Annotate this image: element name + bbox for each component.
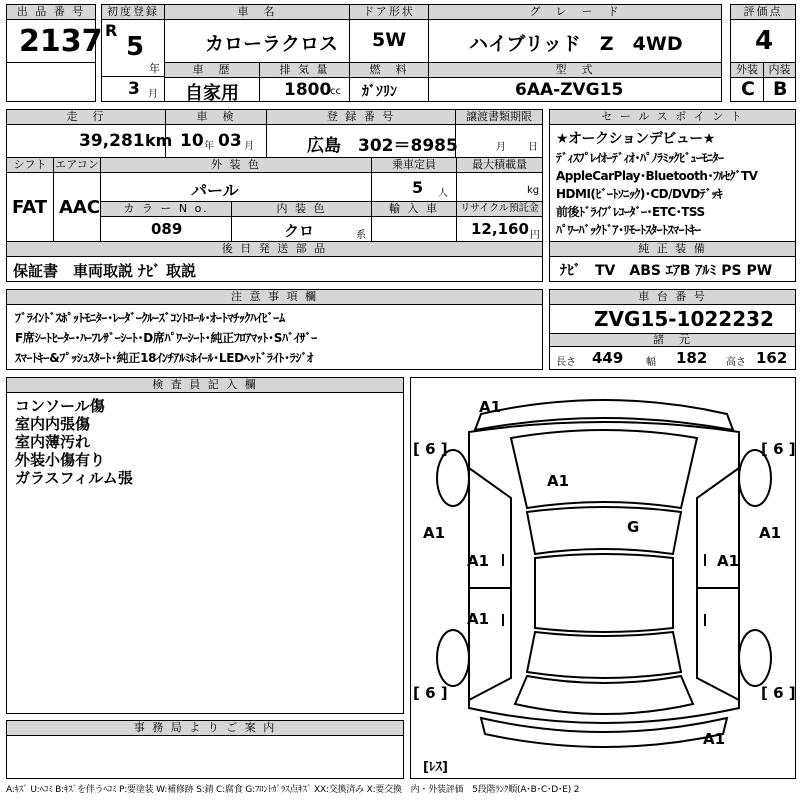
mark-roof: G — [627, 518, 640, 536]
dimensions-label: 諸 元 — [549, 333, 796, 347]
inspection-date: 10 年 03 月 — [165, 124, 267, 158]
recycle-fee: 12,160 円 — [456, 216, 543, 242]
sales-point-line: HDMI(ﾋﾞｰﾄｿﾆｯｸ)･CD/DVDﾃﾞｯｷ — [556, 187, 723, 201]
mark-hood: A1 — [547, 472, 570, 490]
legend-text: A:ｷｽﾞ U:ﾍｺﾐ B:ｷｽﾞを伴うﾍｺﾐ P:要塗装 W:補修跡 S:錆 C:腐食 G:ﾌﾛﾝﾄｶﾞﾗｽ点ｷｽﾞ XX:交換済み X:要交換 内・外装評価 5段階ﾗﾝｸ順(A･B･C･D･E) 2 — [6, 785, 580, 795]
note-line: ﾌﾞﾗｲﾝﾄﾞｽﾎﾟｯﾄﾓﾆﾀｰ･ﾚｰﾀﾞｰｸﾙｰｽﾞｺﾝﾄﾛｰﾙ･ｵｰﾄﾏﾁｯｸﾊｲﾋﾞｰﾑ — [15, 311, 285, 325]
mark-left-door-rear: A1 — [467, 610, 490, 628]
tire-rear-right: [ 6 ] — [761, 684, 796, 702]
color-number: 089 — [100, 216, 232, 242]
history-label: 車 歴 — [164, 62, 260, 78]
model-code-label: 型 式 — [428, 62, 722, 78]
office-label: 事 務 局 よ り ご 案 内 — [6, 720, 404, 736]
note-line: F席ｼｰﾄﾋｰﾀｰ･ﾊｰﾌﾚｻﾞｰｼｰﾄ･D席ﾊﾟﾜｰｼｰﾄ･純正ﾌﾛｱﾏｯﾄ･Sﾊﾞｲｻﾞｰ — [15, 331, 317, 345]
door-type: 5W — [349, 19, 429, 63]
follow-parts: 保証書 車両取説 ﾅﾋﾞ 取説 — [6, 256, 543, 282]
max-load-label: 最大積載量 — [456, 157, 543, 173]
inspector-line: 外装小傷有り — [15, 451, 106, 469]
mark-left-door-front: A1 — [467, 552, 490, 570]
int-grade-label: 内装 — [763, 62, 796, 78]
mileage: 39,281 km — [6, 124, 166, 158]
wheel-rr-shape — [739, 630, 771, 686]
car-name: カローラクロス — [164, 19, 350, 63]
car-outline-diagram — [411, 378, 797, 780]
inspector-label: 検 査 員 記 入 欄 — [6, 377, 404, 393]
sales-points — [549, 124, 796, 242]
color-number-label: カ ラ ー N o. — [100, 201, 232, 217]
capacity: 5 人 — [371, 172, 457, 202]
mileage-label: 走 行 — [6, 109, 166, 125]
car-name-label: 車 名 — [164, 4, 350, 20]
equipment: ﾅﾋﾞ TV ABS ｴｱB ｱﾙﾐ PS PW — [549, 256, 796, 282]
lot-number: 2137 — [6, 19, 96, 63]
fuel: ｶﾞｿﾘﾝ — [349, 77, 429, 102]
note-line: ｽﾏｰﾄｷｰ&ﾌﾟｯｼｭｽﾀｰﾄ･純正18ｲﾝﾁｱﾙﾐﾎｲｰﾙ･LEDﾍｯﾄﾞﾗｲﾄ･ﾗｼﾞｵ — [15, 351, 313, 365]
import — [371, 216, 457, 242]
ext-color: パール — [100, 172, 372, 202]
wheel-fr-shape — [739, 450, 771, 506]
sales-point-line: ﾊﾟﾜｰﾊﾞｯｸﾄﾞｱ･ﾘﾓｰﾄｽﾀｰﾄｽﾏｰﾄｷｰ — [556, 223, 701, 237]
history: 自家用 — [164, 77, 260, 102]
left-side-shape — [469, 468, 511, 700]
trunk-shape — [515, 676, 693, 714]
first-registration-label: 初度登録 — [101, 4, 165, 20]
follow-parts-label: 後 日 発 送 部 品 — [6, 241, 543, 257]
max-load: kg — [456, 172, 543, 202]
displacement-label: 排 気 量 — [259, 62, 350, 78]
transfer-deadline: 月 日 — [455, 124, 543, 158]
windshield-shape — [527, 507, 681, 554]
inspector-line: 室内薄汚れ — [15, 433, 91, 451]
ext-color-label: 外 装 色 — [100, 157, 372, 173]
mark-rear-bumper: A1 — [703, 730, 726, 748]
mark-right-door-front: A1 — [717, 552, 740, 570]
plate-number: 広島 302＝8985 — [266, 124, 456, 158]
first-registration-month: 3 月 — [101, 76, 165, 102]
plate-label: 登 録 番 号 — [266, 109, 456, 125]
dimensions: 長さ 449 幅 182 高さ 162 — [549, 346, 796, 370]
transfer-deadline-label: 譲渡書類期限 — [455, 109, 543, 125]
grade: ハイブリッド Z 4WD — [428, 19, 722, 63]
recycle-label: リサイクル預託金 — [456, 201, 543, 217]
inspector-notes — [6, 392, 404, 714]
sales-point-line: 前後ﾄﾞﾗｲﾌﾞﾚｺｰﾀﾞｰ･ETC･TSS — [556, 205, 705, 219]
right-side-shape — [697, 468, 739, 700]
fuel-label: 燃 料 — [349, 62, 429, 78]
ext-grade-label: 外装 — [730, 62, 764, 78]
notes — [6, 304, 543, 370]
office-notes — [6, 735, 404, 779]
equipment-label: 純 正 装 備 — [549, 241, 796, 257]
lot-number-label: 出 品 番 号 — [6, 4, 96, 20]
ext-grade: C — [730, 77, 764, 102]
sales-points-label: セ ー ル ス ポ イ ン ト — [549, 109, 796, 125]
sales-point-line: ﾃﾞｨｽﾌﾟﾚｲｵｰﾃﾞｨｵ･ﾊﾟﾉﾗﾐｯｸﾋﾞｭｰﾓﾆﾀｰ — [556, 151, 724, 165]
inspector-line: 室内内張傷 — [15, 415, 91, 433]
damage-diagram — [410, 377, 796, 779]
import-label: 輸 入 車 — [371, 201, 457, 217]
rear-window-shape — [527, 632, 681, 678]
notes-label: 注 意 事 項 欄 — [6, 289, 543, 305]
spare-tire: [ﾚｽ] — [423, 760, 448, 775]
inspector-line: コンソール傷 — [15, 397, 105, 415]
displacement: 1800 cc — [259, 77, 350, 102]
wheel-rl-shape — [437, 630, 469, 686]
model-code: 6AA-ZVG15 — [428, 77, 722, 102]
int-grade: B — [763, 77, 796, 102]
lot-blank — [6, 62, 96, 102]
chassis-number: ZVG15-1022232 — [549, 304, 796, 334]
capacity-label: 乗車定員 — [371, 157, 457, 173]
mark-left-front-fender: A1 — [423, 524, 446, 542]
sales-point-line: ★オークションデビュー★ — [556, 131, 715, 147]
roof-shape — [535, 554, 673, 632]
tire-front-right: [ 6 ] — [761, 440, 796, 458]
inspector-line: ガラスフィルム張 — [15, 469, 133, 487]
chassis-label: 車 台 番 号 — [549, 289, 796, 305]
int-color: クロ 系 — [231, 216, 372, 242]
hood-shape — [511, 430, 697, 508]
first-registration: R 5 年 — [101, 19, 165, 77]
sales-point-line: AppleCarPlay･Bluetooth･ﾌﾙｾｸﾞTV — [556, 169, 758, 183]
grade-label: グ レ ー ド — [428, 4, 722, 20]
tire-rear-left: [ 6 ] — [413, 684, 448, 702]
mark-front-bumper: A1 — [479, 398, 502, 416]
air-conditioner: AAC — [53, 172, 101, 242]
tire-front-left: [ 6 ] — [413, 440, 448, 458]
wheel-fl-shape — [437, 450, 469, 506]
ac-label: エアコン — [53, 157, 101, 173]
shift: FAT — [6, 172, 54, 242]
door-type-label: ドア形状 — [349, 4, 429, 20]
score-label: 評価点 — [730, 4, 796, 20]
shift-label: シフト — [6, 157, 54, 173]
int-color-label: 内 装 色 — [231, 201, 372, 217]
mark-right-front-fender: A1 — [759, 524, 782, 542]
inspection-label: 車 検 — [165, 109, 267, 125]
score: 4 — [730, 19, 796, 63]
